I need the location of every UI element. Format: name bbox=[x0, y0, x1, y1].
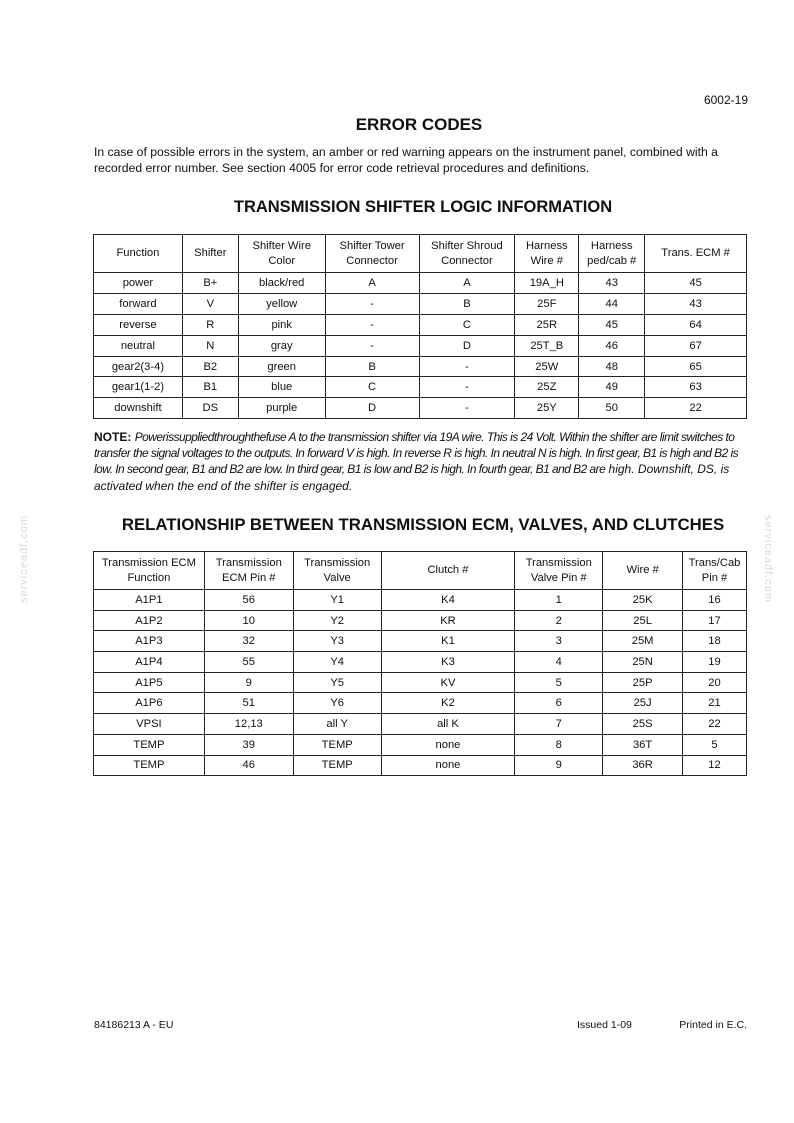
table-cell: 67 bbox=[645, 335, 747, 356]
table-cell: 16 bbox=[683, 590, 747, 611]
table-cell: 12 bbox=[683, 755, 747, 776]
table-cell: - bbox=[325, 314, 419, 335]
table-cell: C bbox=[419, 314, 515, 335]
table-cell: A1P5 bbox=[94, 672, 205, 693]
page-number: 6002-19 bbox=[703, 93, 748, 107]
watermark-left: serviceadf.com bbox=[18, 515, 30, 603]
column-header: Shifter Shroud Connector bbox=[419, 235, 515, 273]
table-cell: reverse bbox=[94, 314, 183, 335]
error-codes-title: ERROR CODES bbox=[355, 115, 483, 134]
table-cell: A1P6 bbox=[94, 693, 205, 714]
watermark-right: serviceadf.com bbox=[762, 515, 774, 603]
column-header: Harness ped/cab # bbox=[579, 235, 645, 273]
column-header: Shifter Wire Color bbox=[238, 235, 325, 273]
table-cell: 55 bbox=[204, 652, 293, 673]
table-cell: 5 bbox=[683, 734, 747, 755]
table-cell: D bbox=[325, 398, 419, 419]
table-cell: 51 bbox=[204, 693, 293, 714]
table-row bbox=[94, 314, 747, 335]
table-cell: 25J bbox=[603, 693, 683, 714]
table-cell: DS bbox=[182, 398, 238, 419]
table-cell: 19 bbox=[683, 652, 747, 673]
table-row bbox=[94, 335, 747, 356]
table-cell: 4 bbox=[515, 652, 603, 673]
relationship-title: RELATIONSHIP BETWEEN TRANSMISSION ECM, VALVES, AND CLUTCHES bbox=[121, 515, 725, 534]
table-cell: - bbox=[419, 377, 515, 398]
shifter-logic-table bbox=[93, 234, 747, 419]
table-row bbox=[94, 273, 747, 294]
table-cell: green bbox=[238, 356, 325, 377]
table-cell: K2 bbox=[381, 693, 515, 714]
table-cell: 50 bbox=[579, 398, 645, 419]
table-cell: 65 bbox=[645, 356, 747, 377]
table-cell: 22 bbox=[683, 714, 747, 735]
table-cell: 25Z bbox=[515, 377, 579, 398]
table-cell: forward bbox=[94, 293, 183, 314]
table-cell: - bbox=[325, 293, 419, 314]
table-cell: A1P2 bbox=[94, 610, 205, 631]
table-cell: 9 bbox=[515, 755, 603, 776]
note-text: Powerissuppliedthroughthefuse A to the transmission shifter via 19A wire. This is 24 Volt. Within the shifter are limit switches to transfer the signal voltages to the outputs. In forward V is high. In reverse R is high. In neutral N is high. In first gear, B1 is high and B2 is low. In second gear, B1 and B2 are low. In third gear, B1 is low and B2 is high. In fourth gear, B1 and B2 are bbox=[94, 430, 739, 477]
table-cell: TEMP bbox=[94, 734, 205, 755]
column-header: Transmission ECM Function bbox=[94, 552, 205, 590]
table-cell: 20 bbox=[683, 672, 747, 693]
column-header: Transmission Valve Pin # bbox=[515, 552, 603, 590]
note-text-end: high. Downshift, DS, is activated when the end of the shifter is engaged. bbox=[94, 462, 730, 493]
table-cell: purple bbox=[238, 398, 325, 419]
table-row bbox=[94, 356, 747, 377]
column-header: Harness Wire # bbox=[515, 235, 579, 273]
table-row bbox=[94, 652, 747, 673]
table-row bbox=[94, 693, 747, 714]
table-cell: - bbox=[419, 356, 515, 377]
table-cell: 39 bbox=[204, 734, 293, 755]
table-row bbox=[94, 398, 747, 419]
relationship-table bbox=[93, 551, 747, 776]
table-cell: 46 bbox=[579, 335, 645, 356]
table-cell: 25S bbox=[603, 714, 683, 735]
table-cell: Y6 bbox=[293, 693, 381, 714]
table-cell: TEMP bbox=[293, 734, 381, 755]
table-cell: KR bbox=[381, 610, 515, 631]
table-cell: 25P bbox=[603, 672, 683, 693]
table-cell: 25K bbox=[603, 590, 683, 611]
table-cell: yellow bbox=[238, 293, 325, 314]
table-cell: 45 bbox=[579, 314, 645, 335]
table-cell: 9 bbox=[204, 672, 293, 693]
table-cell: Y3 bbox=[293, 631, 381, 652]
table-cell: 44 bbox=[579, 293, 645, 314]
table-cell: gray bbox=[238, 335, 325, 356]
footer-doc-number: 84186213 A - EU bbox=[94, 1019, 174, 1031]
table-header-row bbox=[94, 552, 747, 590]
table-cell: 49 bbox=[579, 377, 645, 398]
table-row bbox=[94, 610, 747, 631]
table-cell: TEMP bbox=[293, 755, 381, 776]
column-header: Shifter bbox=[182, 235, 238, 273]
table-cell: 48 bbox=[579, 356, 645, 377]
table-cell: - bbox=[419, 398, 515, 419]
table-cell: 8 bbox=[515, 734, 603, 755]
table-cell: R bbox=[182, 314, 238, 335]
table-cell: V bbox=[182, 293, 238, 314]
table-cell: 19A_H bbox=[515, 273, 579, 294]
table-cell: VPSI bbox=[94, 714, 205, 735]
table-cell: 56 bbox=[204, 590, 293, 611]
table-cell: 46 bbox=[204, 755, 293, 776]
table-cell: gear1(1-2) bbox=[94, 377, 183, 398]
table-cell: N bbox=[182, 335, 238, 356]
table-cell: none bbox=[381, 755, 515, 776]
shifter-logic-title: TRANSMISSION SHIFTER LOGIC INFORMATION bbox=[233, 198, 613, 216]
column-header: Transmission Valve bbox=[293, 552, 381, 590]
table-cell: 10 bbox=[204, 610, 293, 631]
table-cell: K4 bbox=[381, 590, 515, 611]
table-cell: K3 bbox=[381, 652, 515, 673]
column-header: Shifter Tower Connector bbox=[325, 235, 419, 273]
table-cell: 21 bbox=[683, 693, 747, 714]
table-cell: Y5 bbox=[293, 672, 381, 693]
note-label: NOTE: bbox=[94, 430, 132, 444]
table-cell: B bbox=[325, 356, 419, 377]
table-cell: 25M bbox=[603, 631, 683, 652]
table-cell: power bbox=[94, 273, 183, 294]
table-row bbox=[94, 631, 747, 652]
column-header: Clutch # bbox=[381, 552, 515, 590]
table-cell: 25L bbox=[603, 610, 683, 631]
table-cell: 25T_B bbox=[515, 335, 579, 356]
table-header-row bbox=[94, 235, 747, 273]
table-cell: A1P1 bbox=[94, 590, 205, 611]
footer-printed: Printed in E.C. bbox=[679, 1019, 747, 1031]
table-cell: all Y bbox=[293, 714, 381, 735]
table-cell: KV bbox=[381, 672, 515, 693]
shifter-note bbox=[94, 429, 752, 494]
table-cell: 3 bbox=[515, 631, 603, 652]
table-cell: black/red bbox=[238, 273, 325, 294]
table-cell: Y4 bbox=[293, 652, 381, 673]
table-cell: 22 bbox=[645, 398, 747, 419]
table-cell: gear2(3-4) bbox=[94, 356, 183, 377]
table-cell: 25N bbox=[603, 652, 683, 673]
table-cell: 7 bbox=[515, 714, 603, 735]
table-cell: A1P3 bbox=[94, 631, 205, 652]
table-cell: 25W bbox=[515, 356, 579, 377]
table-cell: 43 bbox=[645, 293, 747, 314]
table-cell: 45 bbox=[645, 273, 747, 294]
column-header: Function bbox=[94, 235, 183, 273]
error-codes-text: In case of possible errors in the system, an amber or red warning appears on the instrument panel, combined with a recorded error number. See section 4005 for error code retrieval procedures and definitions. bbox=[94, 145, 718, 175]
table-row bbox=[94, 590, 747, 611]
table-cell: 36T bbox=[603, 734, 683, 755]
table-cell: downshift bbox=[94, 398, 183, 419]
table-cell: Y1 bbox=[293, 590, 381, 611]
table-row bbox=[94, 672, 747, 693]
table-cell: D bbox=[419, 335, 515, 356]
table-cell: 25F bbox=[515, 293, 579, 314]
table-cell: 1 bbox=[515, 590, 603, 611]
column-header: Transmission ECM Pin # bbox=[204, 552, 293, 590]
column-header: Wire # bbox=[603, 552, 683, 590]
table-cell: - bbox=[325, 335, 419, 356]
table-cell: 64 bbox=[645, 314, 747, 335]
table-cell: 18 bbox=[683, 631, 747, 652]
table-cell: Y2 bbox=[293, 610, 381, 631]
table-cell: all K bbox=[381, 714, 515, 735]
table-row bbox=[94, 734, 747, 755]
table-cell: B+ bbox=[182, 273, 238, 294]
table-cell: B2 bbox=[182, 356, 238, 377]
table-cell: 6 bbox=[515, 693, 603, 714]
table-cell: A bbox=[419, 273, 515, 294]
table-cell: A1P4 bbox=[94, 652, 205, 673]
table-cell: 43 bbox=[579, 273, 645, 294]
table-cell: B1 bbox=[182, 377, 238, 398]
column-header: Trans/Cab Pin # bbox=[683, 552, 747, 590]
table-cell: 5 bbox=[515, 672, 603, 693]
table-cell: 17 bbox=[683, 610, 747, 631]
footer-issued: Issued 1-09 bbox=[577, 1019, 632, 1031]
table-row bbox=[94, 293, 747, 314]
table-cell: neutral bbox=[94, 335, 183, 356]
table-cell: C bbox=[325, 377, 419, 398]
table-cell: none bbox=[381, 734, 515, 755]
table-row bbox=[94, 714, 747, 735]
table-cell: 63 bbox=[645, 377, 747, 398]
table-cell: 36R bbox=[603, 755, 683, 776]
table-cell: 25Y bbox=[515, 398, 579, 419]
table-cell: 32 bbox=[204, 631, 293, 652]
column-header: Trans. ECM # bbox=[645, 235, 747, 273]
table-cell: 2 bbox=[515, 610, 603, 631]
table-cell: pink bbox=[238, 314, 325, 335]
table-cell: B bbox=[419, 293, 515, 314]
table-cell: 12,13 bbox=[204, 714, 293, 735]
table-cell: blue bbox=[238, 377, 325, 398]
table-cell: TEMP bbox=[94, 755, 205, 776]
table-row bbox=[94, 377, 747, 398]
table-row bbox=[94, 755, 747, 776]
table-cell: K1 bbox=[381, 631, 515, 652]
table-cell: 25R bbox=[515, 314, 579, 335]
table-cell: A bbox=[325, 273, 419, 294]
